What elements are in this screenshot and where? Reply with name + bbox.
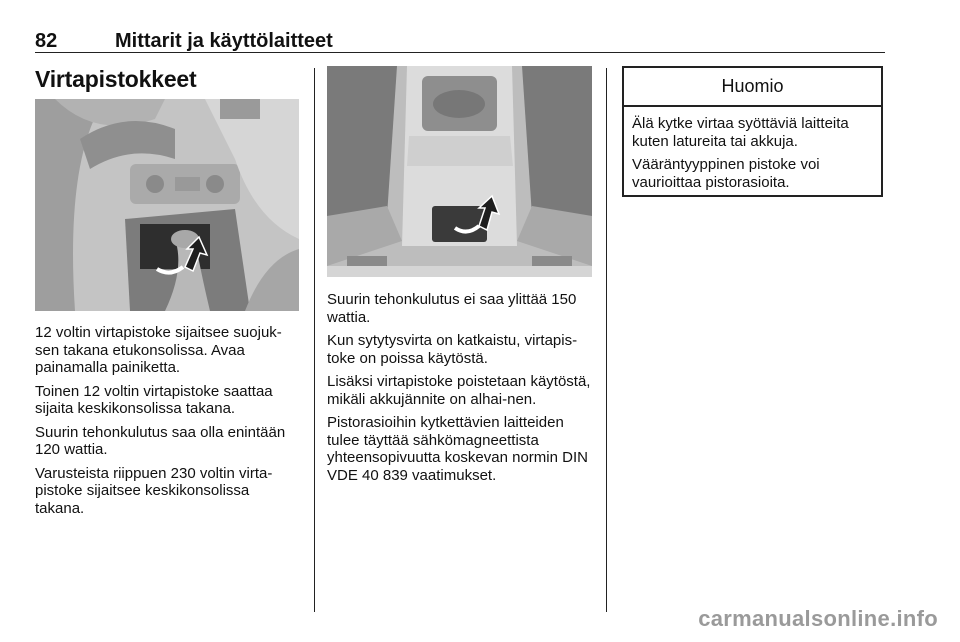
paragraph: Toinen 12 voltin virtapistoke saattaa sijaita keskikonsolissa takana. xyxy=(35,382,273,417)
notice-paragraph: Vääräntyyppinen pistoke voi vaurioittaa pistorasioita. xyxy=(632,156,820,191)
notice-heading: Huomio xyxy=(624,68,881,107)
paragraph: 12 voltin virtapistoke sijaitsee suojuk-sen takana etukonsolissa. Avaa painamalla painiketta. xyxy=(35,324,282,376)
paragraph: Kun sytytysvirta on katkaistu, virtapis-toke on poissa käytöstä. xyxy=(327,332,578,367)
paragraph: Suurin tehonkulutus saa olla enintään 120 wattia. xyxy=(35,423,286,458)
middle-text-column xyxy=(327,291,595,490)
paragraph: Suurin tehonkulutus ei saa ylittää 150 wattia. xyxy=(327,291,577,326)
paragraph: Varusteista riippuen 230 voltin virta-pistoke sijaitsee keskikonsolissa takana. xyxy=(35,464,273,517)
column-divider-2 xyxy=(606,68,607,612)
rear-console-illustration xyxy=(327,66,592,277)
page-number: 82 xyxy=(35,30,58,52)
paragraph: Pistorasioihin kytkettävien laitteiden tulee täyttää sähkömagneettista yhteensopivuutta koskevan normin DIN VDE 40 839 vaatimukset. xyxy=(327,414,588,484)
page-title: Virtapistokkeet xyxy=(35,66,197,92)
notice-paragraph: Älä kytke virtaa syöttäviä laitteita kuten latureita tai akkuja. xyxy=(632,115,849,150)
front-console-illustration xyxy=(35,99,299,311)
watermark: carmanualsonline.info xyxy=(698,606,938,631)
column-divider-1 xyxy=(314,68,315,612)
section-title: Mittarit ja käyttölaitteet xyxy=(115,30,333,52)
left-text-column xyxy=(35,324,301,523)
paragraph: Lisäksi virtapistoke poistetaan käytöstä, mikäli akkujännite on alhai-nen. xyxy=(327,373,591,408)
page-header xyxy=(35,30,885,53)
notice-box xyxy=(622,66,883,197)
notice-body xyxy=(624,107,881,191)
